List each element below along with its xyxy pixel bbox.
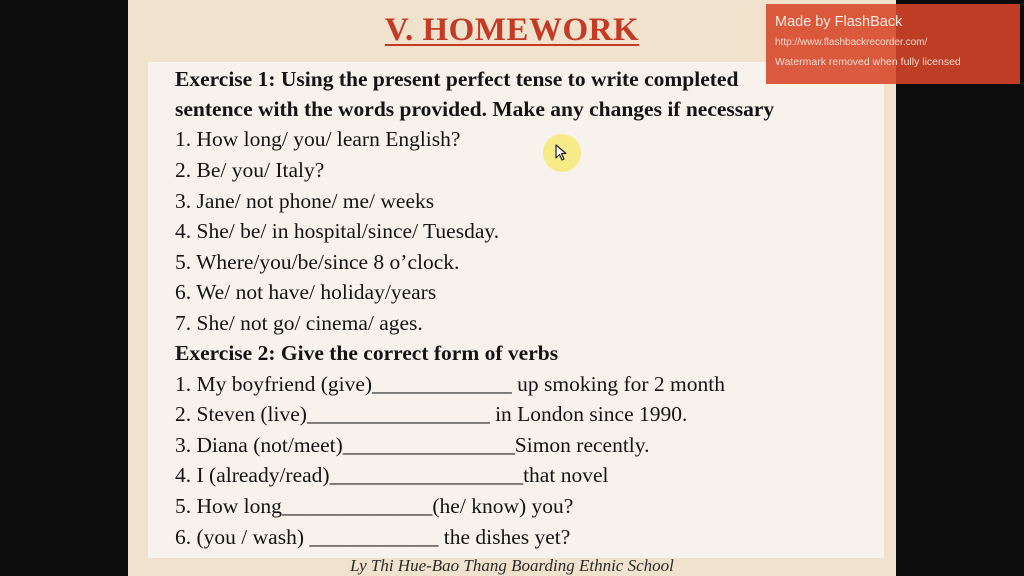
exercise-2-heading: Exercise 2: Give the correct form of verbs [175,341,559,365]
exercise-2-item-1: 1. My boyfriend (give)_____________ up smoking for 2 month [175,372,725,396]
exercise-panel [148,62,884,558]
exercise-1-item-6: 6. We/ not have/ holiday/years [175,280,437,304]
exercise-1-item-2: 2. Be/ you/ Italy? [175,158,325,182]
recorder-watermark [766,4,1020,84]
watermark-url: http://www.flashbackrecorder.com/ [775,37,928,48]
slide-title: V. HOMEWORK [384,12,640,48]
exercise-2-item-3: 3. Diana (not/meet)________________Simon recently. [175,433,650,457]
exercise-2-item-2: 2. Steven (live)_________________ in London since 1990. [175,402,688,426]
watermark-note: Watermark removed when fully licensed [775,56,961,68]
exercise-1-item-5: 5. Where/you/be/since 8 o’clock. [175,250,460,274]
watermark-title: Made by FlashBack [775,14,903,30]
exercise-2-item-4: 4. I (already/read)__________________that novel [175,463,609,487]
exercise-2-item-6: 6. (you / wash) ____________ the dishes yet? [175,525,571,549]
mouse-pointer-icon [555,144,569,162]
exercise-1-heading-line-2: sentence with the words provided. Make any changes if necessary [175,97,775,121]
exercise-2-item-5: 5. How long______________(he/ know) you? [175,494,574,518]
exercise-1-item-4: 4. She/ be/ in hospital/since/ Tuesday. [175,219,500,243]
presentation-slide [128,0,896,576]
exercise-1-item-7: 7. She/ not go/ cinema/ ages. [175,311,423,335]
exercise-1-item-3: 3. Jane/ not phone/ me/ weeks [175,189,435,213]
exercise-1-item-1: 1. How long/ you/ learn English? [175,127,461,151]
exercise-1-heading-line-1: Exercise 1: Using the present perfect tense to write completed [175,67,739,91]
slide-footer: Ly Thi Hue-Bao Thang Boarding Ethnic School [350,556,674,575]
